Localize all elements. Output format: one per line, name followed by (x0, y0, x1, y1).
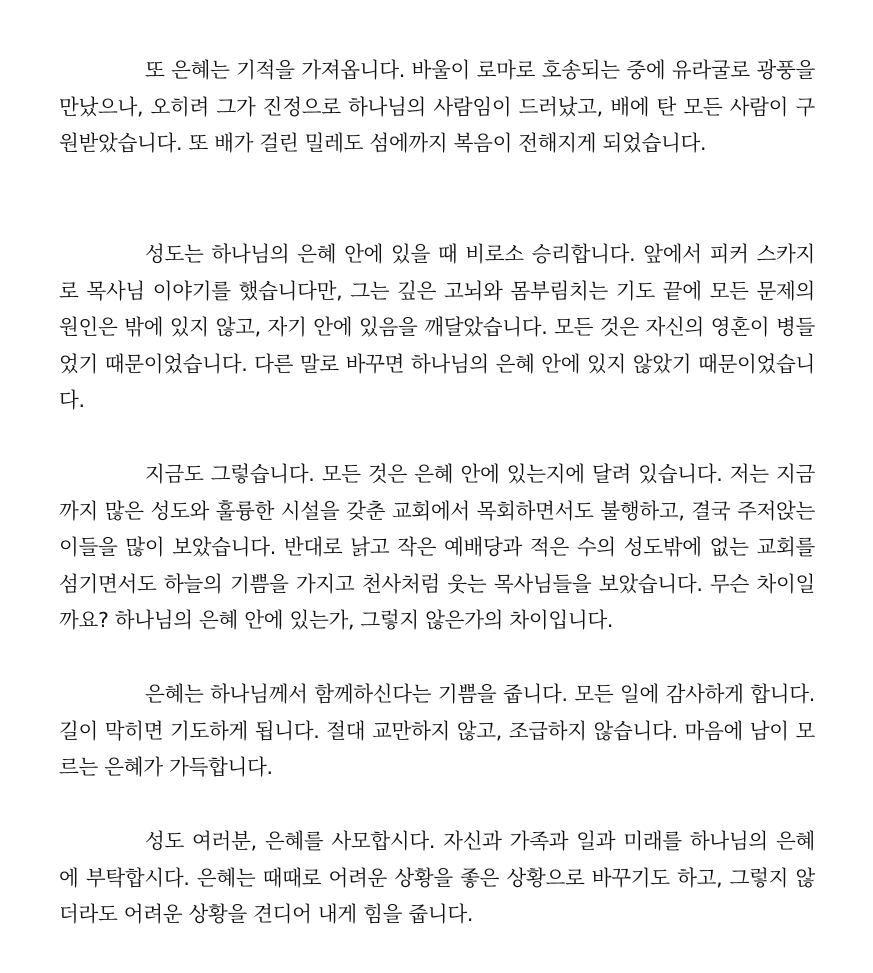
paragraph-4: 은혜는 하나님께서 함께하신다는 기쁨을 줍니다. 모든 일에 감사하게 합니다. 길이 막히면 기도하게 됩니다. 절대 교만하지 않고, 조급하지 않습니다. 마음에 남이 모르는 은혜가 가득합니다. (59, 682, 815, 779)
paragraph-3: 지금도 그렇습니다. 모든 것은 은혜 안에 있는지에 달려 있습니다. 저는 지금까지 많은 성도와 훌륭한 시설을 갖춘 교회에서 목회하면서도 불행하고, 결국 주저앉는 이들을 많이 보았습니다. 반대로 낡고 작은 예배당과 적은 수의 성도밖에 없는 교회를 섬기면서도 하늘의 기쁨을 가지고 천사처럼 웃는 목사님들을 보았습니다. 무슨 차이일까요? 하나님의 은혜 안에 있는가, 그렇지 않은가의 차이입니다. (59, 462, 815, 632)
paragraph-2: 성도는 하나님의 은혜 안에 있을 때 비로소 승리합니다. 앞에서 피커 스카지로 목사님 이야기를 했습니다만, 그는 깊은 고뇌와 몸부림치는 기도 끝에 모든 문제의 원인은 밖에 있지 않고, 자기 안에 있음을 깨달았습니다. 모든 것은 자신의 영혼이 병들었기 때문이었습니다. 다른 말로 바꾸면 하나님의 은혜 안에 있지 않았기 때문이었습니다. (59, 242, 815, 412)
paragraph-1: 또 은혜는 기적을 가져옵니다. 바울이 로마로 호송되는 중에 유라굴로 광풍을 만났으나, 오히려 그가 진정으로 하나님의 사람임이 드러났고, 배에 탄 모든 사람이 구원받았습니다. 또 배가 걸린 밀레도 섬에까지 복음이 전해지게 되었습니다. (59, 58, 815, 155)
paragraph-5: 성도 여러분, 은혜를 사모합시다. 자신과 가족과 일과 미래를 하나님의 은혜에 부탁합시다. 은혜는 때때로 어려운 상황을 좋은 상황으로 바꾸기도 하고, 그렇지 않더라도 어려운 상황을 견디어 내게 힘을 줍니다. (59, 829, 815, 926)
